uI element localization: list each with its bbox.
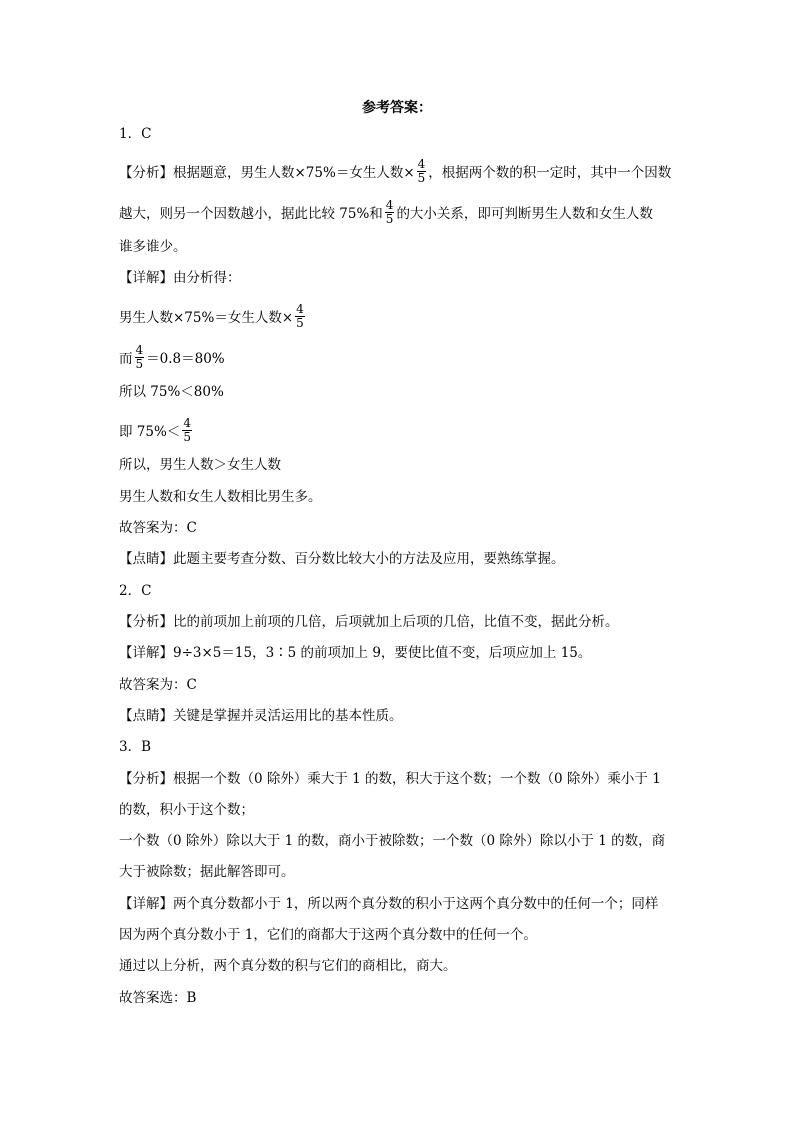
fraction-denominator: 5 xyxy=(417,171,426,185)
fraction-four-fifths xyxy=(417,158,427,185)
q3-detail-line-2: 因为两个真分数小于 1，它们的商都大于这两个真分数中的任何一个。 xyxy=(119,927,537,943)
fraction-numerator: 4 xyxy=(183,416,191,430)
q2-comment: 【点睛】关键是掌握并灵活运用比的基本性质。 xyxy=(119,708,403,724)
q1-equation-3: 所以 75%＜80% xyxy=(119,384,224,400)
q1-number: 1．C xyxy=(119,126,152,142)
q1-analysis-text-b: ，根据两个数的积一定时，其中一个因数 xyxy=(428,165,672,181)
q1-answer: 故答案为：C xyxy=(119,520,197,536)
q1-equation-6: 男生人数和女生人数相比男生多。 xyxy=(119,489,322,505)
q2-analysis: 【分析】比的前项加上前项的几倍，后项就加上后项的几倍，比值不变，据此分析。 xyxy=(119,614,619,630)
fraction-numerator: 4 xyxy=(135,343,144,357)
q3-analysis-line-2: 的数，积小于这个数； xyxy=(119,802,254,818)
fraction-denominator: 5 xyxy=(296,316,304,330)
q1-equation-4-text: 即 75%＜ xyxy=(119,424,181,440)
q1-analysis-line-3: 谁多谁少。 xyxy=(119,239,187,255)
q3-detail-line-3: 通过以上分析，两个真分数的积与它们的商相比，商大。 xyxy=(119,958,457,974)
q3-analysis-line-4: 大于被除数；据此解答即可。 xyxy=(119,864,295,880)
q3-number: 3．B xyxy=(119,739,152,755)
fraction-four-fifths xyxy=(295,303,305,330)
q1-analysis-line-2 xyxy=(119,198,653,228)
q1-equation-2 xyxy=(119,343,225,373)
q1-detail-head: 【详解】由分析得： xyxy=(119,270,241,286)
q1-comment: 【点睛】此题主要考查分数、百分数比较大小的方法及应用，要熟练掌握。 xyxy=(119,551,565,567)
q3-detail-line-1: 【详解】两个真分数都小于 1，所以两个真分数的积小于这两个真分数中的任何一个；同样 xyxy=(119,896,659,912)
q2-number: 2．C xyxy=(119,583,152,599)
fraction-four-fifths xyxy=(385,199,395,226)
q3-answer: 故答案选：B xyxy=(119,990,197,1006)
fraction-numerator: 4 xyxy=(385,198,394,212)
fraction-four-fifths xyxy=(182,417,192,444)
fraction-numerator: 4 xyxy=(417,157,426,171)
fraction-denominator: 5 xyxy=(183,430,191,444)
q1-equation-2-rest: ＝0.8＝80% xyxy=(146,351,225,367)
q1-analysis-text-c: 越大，则另一个因数越小，据此比较 75%和 xyxy=(119,206,383,222)
fraction-denominator: 5 xyxy=(135,357,144,371)
q1-equation-1-text: 男生人数×75%＝女生人数× xyxy=(119,310,294,326)
q2-answer: 故答案为：C xyxy=(119,677,197,693)
q3-analysis-line-1: 【分析】根据一个数（0 除外）乘大于 1 的数，积大于这个数；一个数（0 除外）乘小于 1 xyxy=(119,771,661,787)
fraction-numerator: 4 xyxy=(296,302,304,316)
fraction-four-fifths xyxy=(135,344,145,371)
q1-equation-5: 所以，男生人数＞女生人数 xyxy=(119,457,281,473)
q1-analysis-line-1 xyxy=(119,157,672,187)
q1-analysis-text-d: 的大小关系，即可判断男生人数和女生人数 xyxy=(396,206,653,222)
q1-analysis-text-a: 【分析】根据题意，男生人数×75%＝女生人数× xyxy=(119,165,415,181)
q1-equation-4 xyxy=(119,416,194,446)
page-title: 参考答案： xyxy=(362,100,432,116)
q2-detail: 【详解】9÷3×5＝15，3∶5 的前项加上 9，要使比值不变，后项应加上 15。 xyxy=(119,645,592,661)
q1-equation-1 xyxy=(119,302,307,332)
q3-analysis-line-3: 一个数（0 除外）除以大于 1 的数，商小于被除数；一个数（0 除外）除以小于 1 的数，商 xyxy=(119,833,666,849)
q1-equation-2-prefix: 而 xyxy=(119,351,133,367)
fraction-denominator: 5 xyxy=(385,212,394,226)
